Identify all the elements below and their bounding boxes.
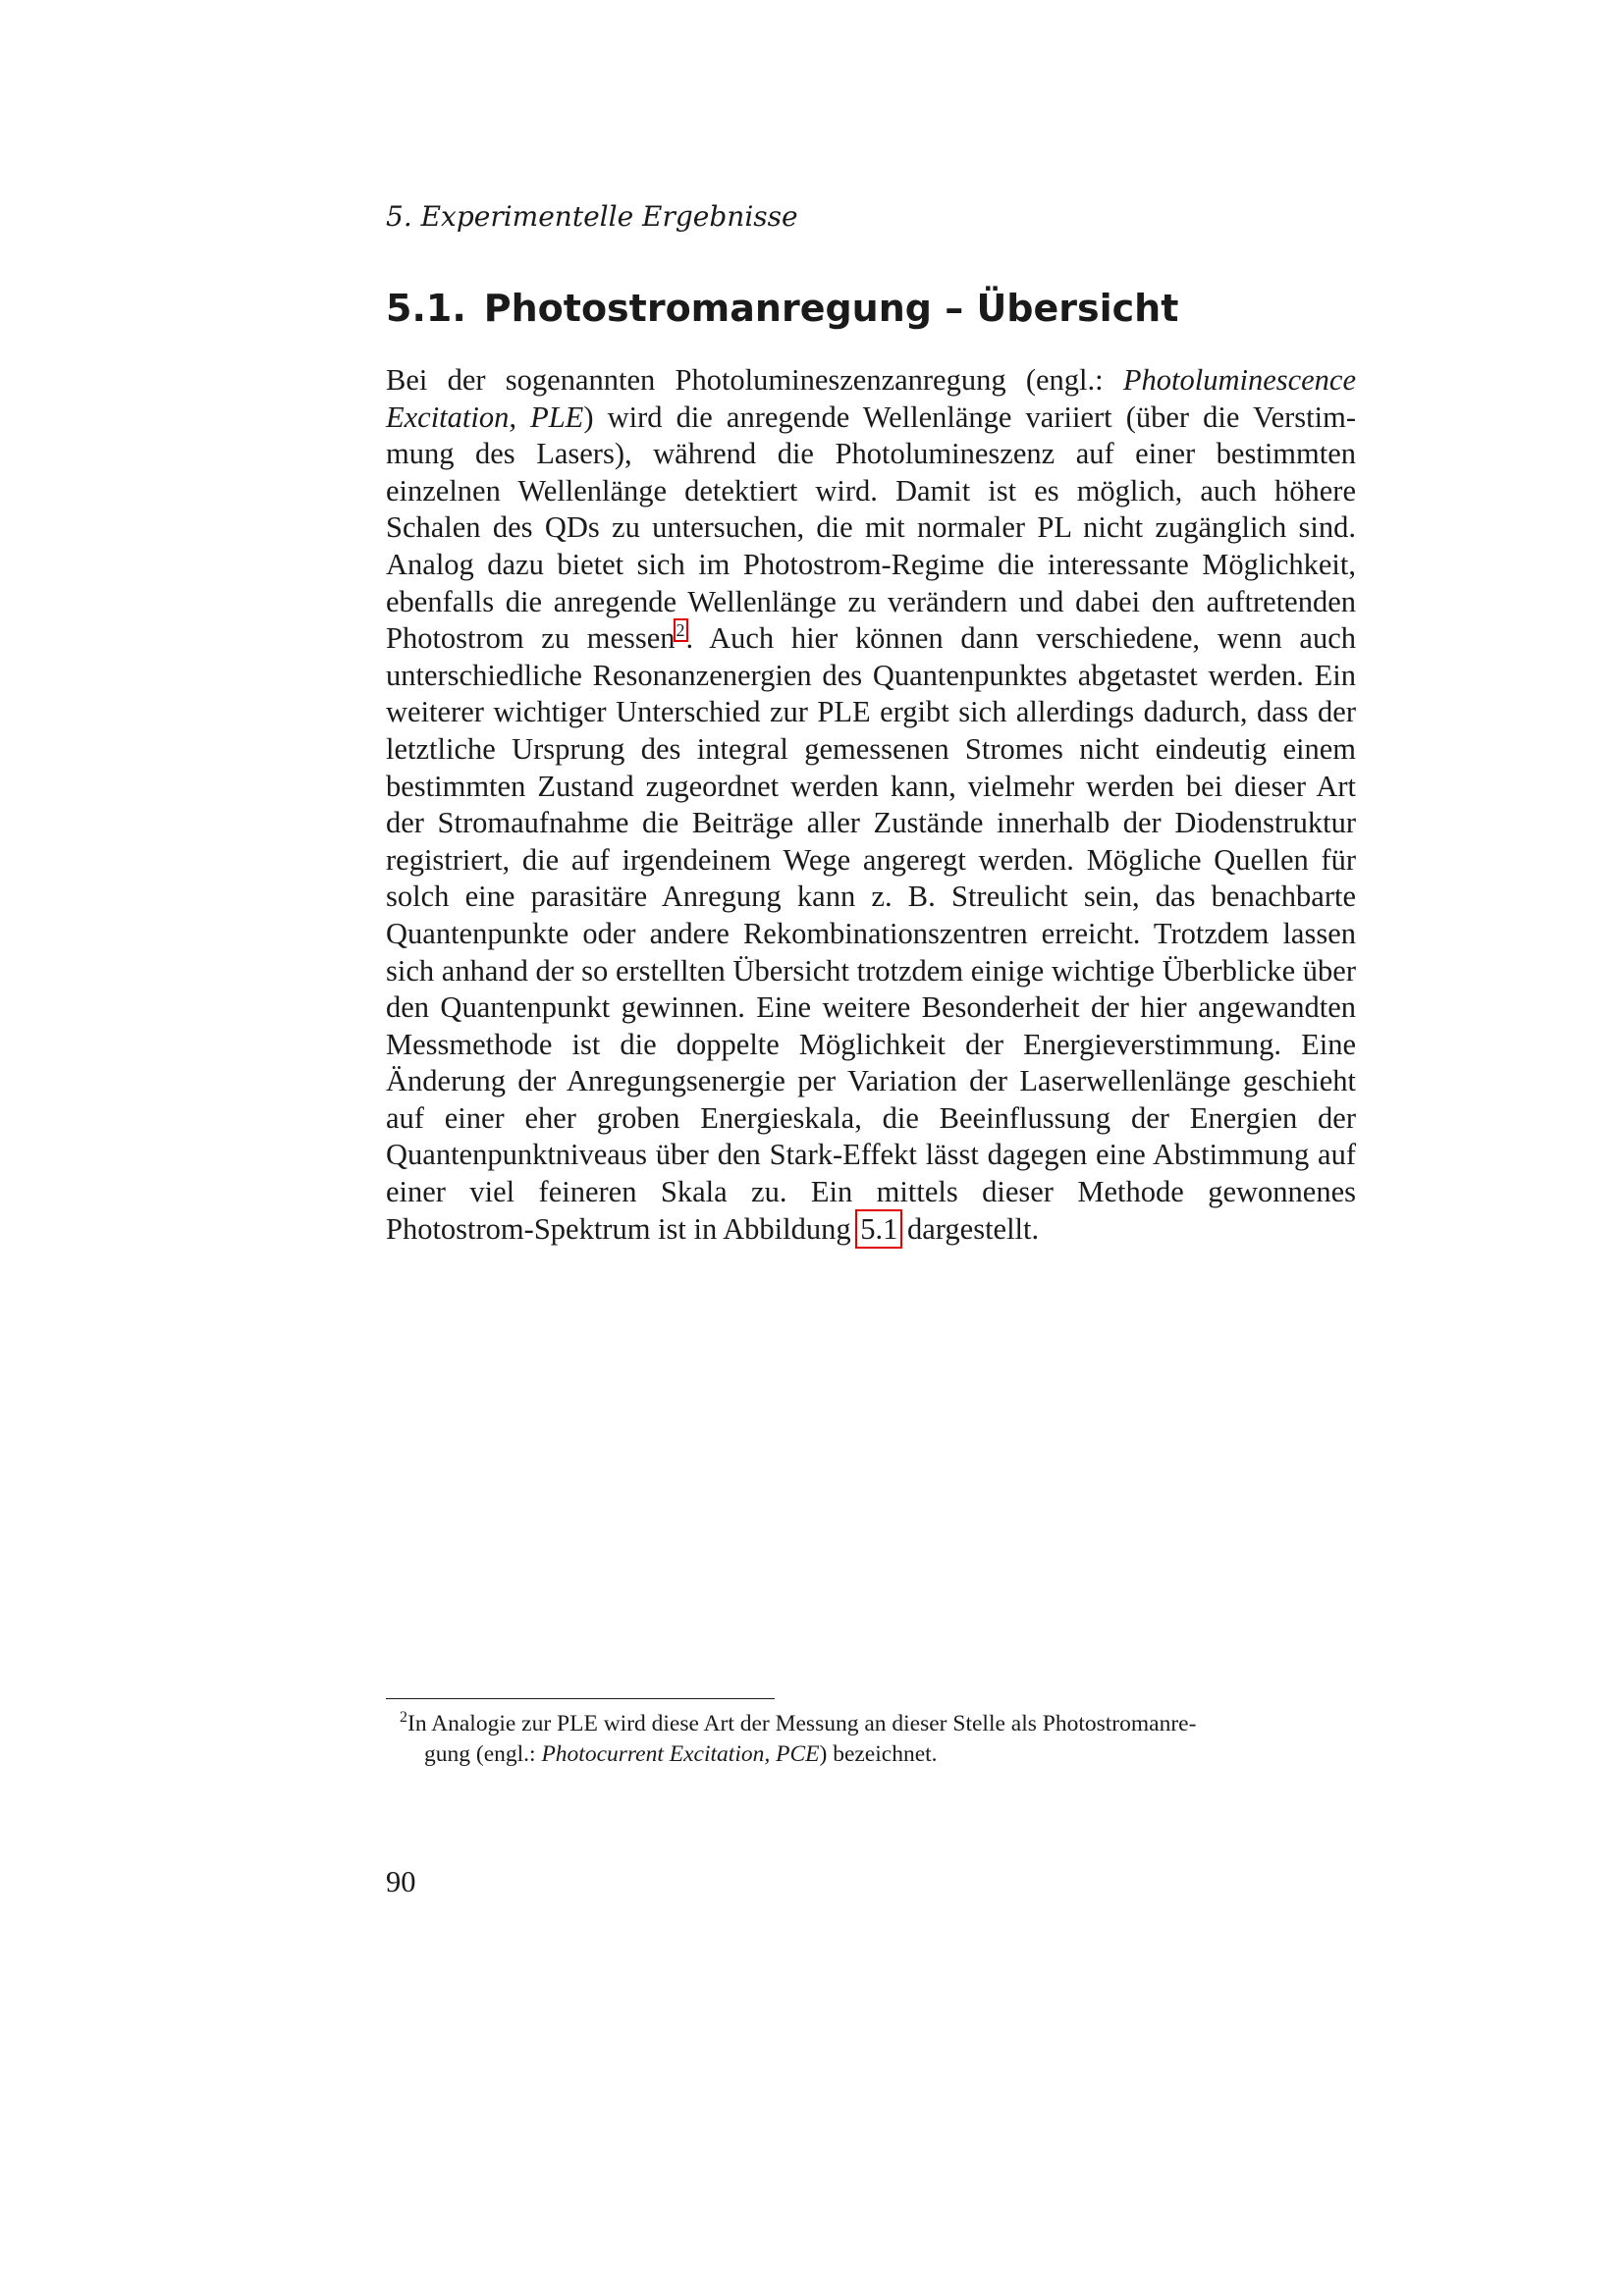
footnote-reference-link[interactable]: 2 (676, 620, 685, 641)
footnote (386, 1709, 1356, 1770)
page-number: 90 (386, 1865, 416, 1898)
paragraph-text-1: Bei der sogenannten Photolumineszenzanregung (engl.: (386, 363, 1123, 397)
footnote-mark: 2 (400, 1709, 407, 1726)
paragraph-text-3: . Auch hier können dann verschiedene, wenn auch unterschiedliche Resonanzenergien des Quantenpunktes abgetastet werden. Ein weiterer wichtiger Unterschied zur PLE ergibt sich allerdings dadurch, dass der letztliche Ursprung des integral gemessenen Stromes nicht eindeutig einem bestimmten Zustand zugeordnet werden kann, vielmehr werden bei dieser Art der Stromaufnahme die Beiträge aller Zustände innerhalb der Diodenstruktur registriert, die auf irgendeinem Wege angeregt werden. Mögliche Quellen für solch eine parasitäre Anregung kann z. B. Streulicht sein, das benachbarte Quantenpunkte oder andere Rekombinationszentren erreicht. Trotzdem lassen sich anhand der so erstellten Übersicht trotzdem einige wichtige Überblicke über den Quantenpunkt gewinnen. Eine weitere Besonderheit der hier angewandten Messmethode ist die doppelte Möglichkeit der Energieverstimmung. Eine Änderung der Anregungsenergie per Variation der Laserwellenlänge geschieht auf einer eher groben Energieskala, die Beeinflussung der Energien der Quantenpunktniveaus über den Stark-Effekt lässt dagegen eine Abstimmung auf einer viel feineren Skala zu. Ein mittels dieser Methode gewonnenes Photostrom-Spektrum ist in Abbildung (386, 621, 1356, 1246)
body-paragraph (386, 362, 1356, 1248)
running-head: 5. Experimentelle Ergebnisse (386, 200, 798, 233)
footnote-divider (386, 1698, 775, 1699)
footnote-text-1: In Analogie zur PLE wird diese Art der Messung an dieser Stelle als Photostromanre- (407, 1711, 1197, 1736)
footnote-continuation (386, 1739, 1356, 1770)
footnote-italic-term: Photocurrent Excitation, PCE (541, 1741, 820, 1767)
section-number: 5.1. (386, 287, 466, 330)
figure-reference-link[interactable]: 5.1 (860, 1211, 898, 1246)
section-title-text: Photostromanregung – Übersicht (483, 287, 1179, 330)
paragraph-text-2: ) wird die anregende Wellenlänge variiert (über die Verstimmung des Lasers), während die Photolumineszenz auf einer bestimmten einzelnen Wellenlänge detektiert wird. Damit ist es möglich, auch höhere Schalen des QDs zu untersuchen, die mit normaler PL nicht zugänglich sind. Analog dazu bietet sich im Photostrom-Regime die interessante Möglichkeit, ebenfalls die anregende Wellenlänge zu verändern und dabei den auftretenden Photostrom zu messen (386, 400, 1357, 656)
section-heading (386, 281, 1178, 336)
paragraph-text-4: dargestellt. (899, 1211, 1040, 1246)
footnote-text-2: gung (engl.: (424, 1741, 542, 1767)
paragraph-italic-term: Photoluminescence Excitation, PLE (386, 363, 1356, 434)
footnote-text-3: ) bezeichnet. (819, 1741, 938, 1767)
